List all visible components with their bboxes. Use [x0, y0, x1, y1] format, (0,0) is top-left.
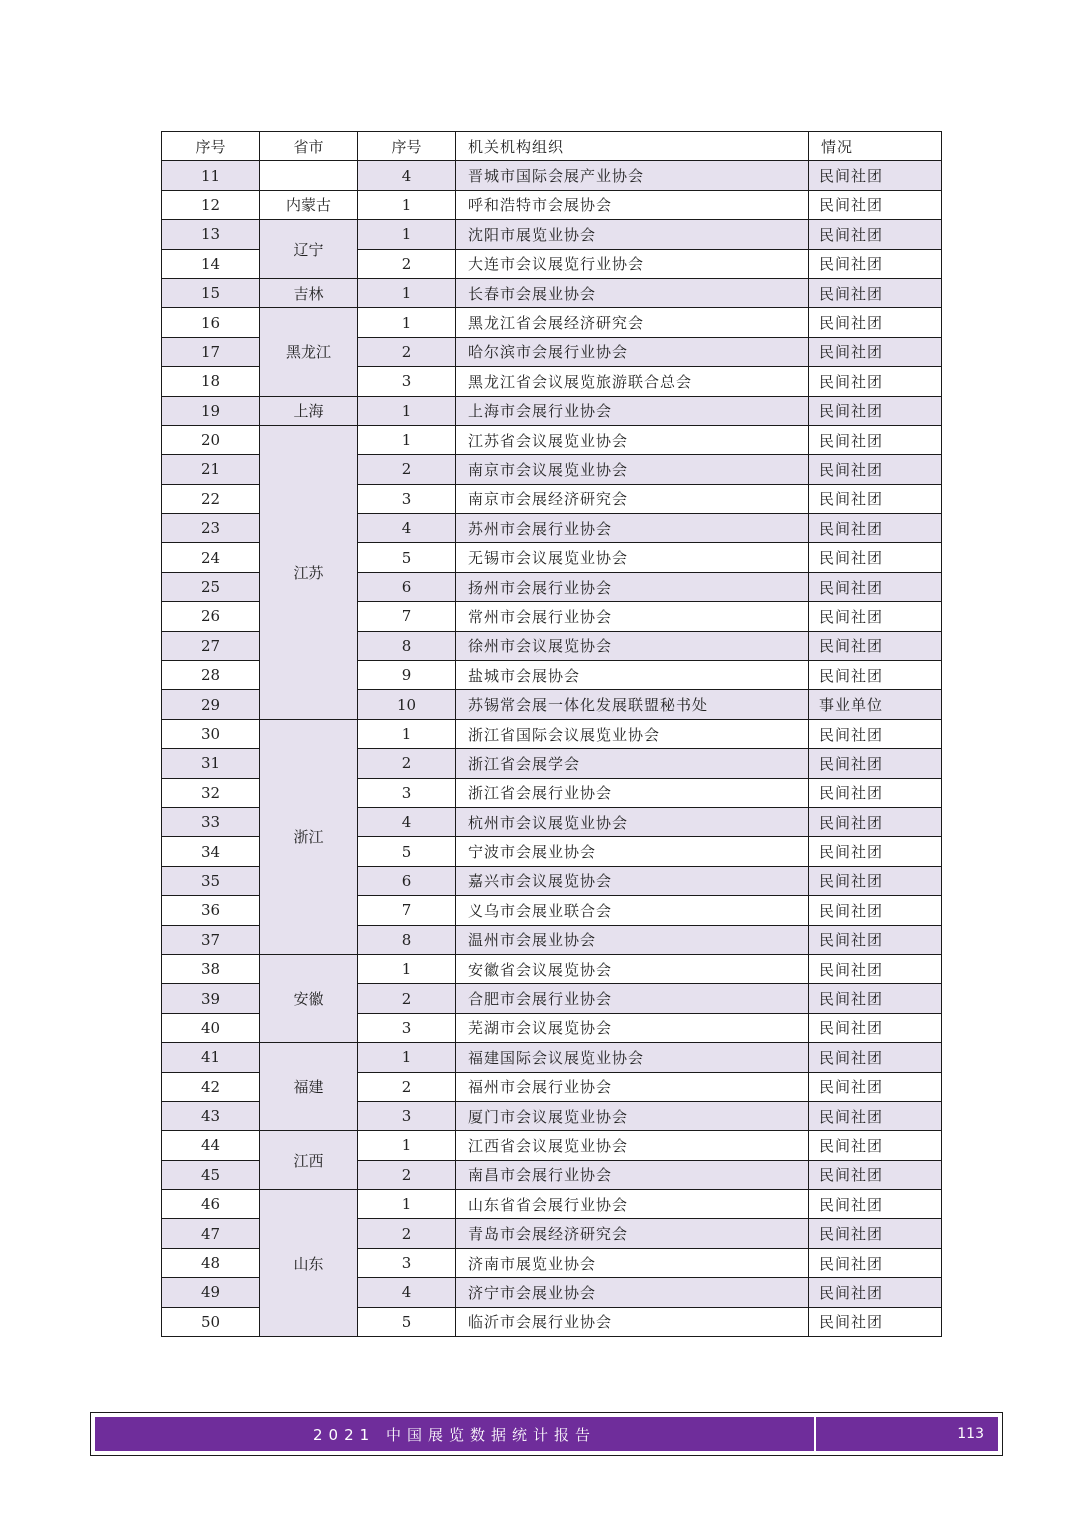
table-row [162, 1043, 942, 1072]
cell-organization: 福州市会展行业协会 [456, 1072, 809, 1101]
cell-status: 民间社团 [809, 1072, 942, 1101]
cell-organization: 浙江省会展学会 [456, 749, 809, 778]
cell-sub-serial: 1 [358, 1043, 456, 1072]
footer-bar-fill [95, 1417, 998, 1451]
cell-organization: 南昌市会展行业协会 [456, 1160, 809, 1189]
cell-serial: 42 [162, 1072, 260, 1101]
table-row [162, 308, 942, 337]
cell-sub-serial: 2 [358, 1219, 456, 1248]
cell-serial: 38 [162, 954, 260, 983]
cell-status: 民间社团 [809, 455, 942, 484]
cell-status: 民间社团 [809, 749, 942, 778]
cell-sub-serial: 4 [358, 807, 456, 836]
cell-sub-serial: 2 [358, 1072, 456, 1101]
cell-province: 江西 [260, 1131, 358, 1190]
cell-sub-serial: 7 [358, 602, 456, 631]
cell-status: 民间社团 [809, 220, 942, 249]
cell-organization: 芜湖市会议展览协会 [456, 1013, 809, 1042]
cell-status: 民间社团 [809, 543, 942, 572]
cell-serial: 25 [162, 572, 260, 601]
cell-organization: 无锡市会议展览业协会 [456, 543, 809, 572]
cell-status: 民间社团 [809, 925, 942, 954]
cell-status: 民间社团 [809, 1131, 942, 1160]
cell-status: 事业单位 [809, 690, 942, 719]
cell-status: 民间社团 [809, 1190, 942, 1219]
cell-sub-serial: 7 [358, 896, 456, 925]
cell-status: 民间社团 [809, 1307, 942, 1336]
table-header-row [162, 132, 942, 161]
table-row [162, 1190, 942, 1219]
cell-serial: 20 [162, 425, 260, 454]
cell-organization: 浙江省会展行业协会 [456, 778, 809, 807]
header-sub-serial: 序号 [358, 132, 456, 161]
cell-sub-serial: 3 [358, 1013, 456, 1042]
cell-sub-serial: 6 [358, 866, 456, 895]
cell-sub-serial: 6 [358, 572, 456, 601]
cell-organization: 济南市展览业协会 [456, 1248, 809, 1277]
cell-sub-serial: 8 [358, 631, 456, 660]
cell-organization: 扬州市会展行业协会 [456, 572, 809, 601]
cell-status: 民间社团 [809, 602, 942, 631]
cell-sub-serial: 1 [358, 1190, 456, 1219]
cell-sub-serial: 2 [358, 337, 456, 366]
cell-organization: 黑龙江省会议展览旅游联合总会 [456, 367, 809, 396]
cell-serial: 37 [162, 925, 260, 954]
cell-province: 上海 [260, 396, 358, 425]
cell-organization: 苏州市会展行业协会 [456, 514, 809, 543]
cell-serial: 19 [162, 396, 260, 425]
cell-sub-serial: 4 [358, 161, 456, 190]
cell-serial: 28 [162, 661, 260, 690]
table-body [162, 161, 942, 1337]
cell-sub-serial: 3 [358, 484, 456, 513]
cell-status: 民间社团 [809, 396, 942, 425]
cell-organization: 义乌市会展业联合会 [456, 896, 809, 925]
cell-status: 民间社团 [809, 572, 942, 601]
cell-serial: 47 [162, 1219, 260, 1248]
cell-serial: 23 [162, 514, 260, 543]
table-row [162, 190, 942, 219]
table-row [162, 278, 942, 307]
cell-serial: 35 [162, 866, 260, 895]
cell-serial: 13 [162, 220, 260, 249]
cell-organization: 南京市会展经济研究会 [456, 484, 809, 513]
cell-serial: 34 [162, 837, 260, 866]
cell-serial: 46 [162, 1190, 260, 1219]
cell-status: 民间社团 [809, 425, 942, 454]
cell-serial: 40 [162, 1013, 260, 1042]
cell-organization: 温州市会展业协会 [456, 925, 809, 954]
cell-organization: 南京市会议展览业协会 [456, 455, 809, 484]
cell-serial: 33 [162, 807, 260, 836]
cell-organization: 安徽省会议展览协会 [456, 954, 809, 983]
cell-serial: 27 [162, 631, 260, 660]
cell-status: 民间社团 [809, 337, 942, 366]
cell-organization: 长春市会展业协会 [456, 278, 809, 307]
cell-serial: 22 [162, 484, 260, 513]
cell-sub-serial: 2 [358, 249, 456, 278]
cell-sub-serial: 5 [358, 543, 456, 572]
organizations-table [161, 131, 942, 1337]
cell-sub-serial: 1 [358, 278, 456, 307]
cell-status: 民间社团 [809, 1101, 942, 1130]
cell-organization: 江西省会议展览业协会 [456, 1131, 809, 1160]
cell-organization: 徐州市会议展览协会 [456, 631, 809, 660]
cell-province: 安徽 [260, 954, 358, 1042]
cell-sub-serial: 4 [358, 1278, 456, 1307]
cell-organization: 江苏省会议展览业协会 [456, 425, 809, 454]
cell-serial: 30 [162, 719, 260, 748]
cell-sub-serial: 1 [358, 719, 456, 748]
cell-status: 民间社团 [809, 161, 942, 190]
header-organization: 机关机构组织 [456, 132, 809, 161]
cell-sub-serial: 4 [358, 514, 456, 543]
cell-status: 民间社团 [809, 984, 942, 1013]
cell-status: 民间社团 [809, 367, 942, 396]
cell-serial: 48 [162, 1248, 260, 1277]
cell-sub-serial: 2 [358, 984, 456, 1013]
cell-serial: 26 [162, 602, 260, 631]
table-row [162, 719, 942, 748]
table-row [162, 425, 942, 454]
header-status: 情况 [809, 132, 942, 161]
cell-organization: 杭州市会议展览业协会 [456, 807, 809, 836]
table-row [162, 396, 942, 425]
header-province: 省市 [260, 132, 358, 161]
cell-serial: 39 [162, 984, 260, 1013]
cell-status: 民间社团 [809, 719, 942, 748]
footer-bar [90, 1412, 1003, 1456]
cell-organization: 常州市会展行业协会 [456, 602, 809, 631]
cell-sub-serial: 8 [358, 925, 456, 954]
cell-organization: 厦门市会议展览业协会 [456, 1101, 809, 1130]
cell-province [260, 161, 358, 190]
cell-status: 民间社团 [809, 661, 942, 690]
cell-organization: 呼和浩特市会展协会 [456, 190, 809, 219]
header-serial: 序号 [162, 132, 260, 161]
cell-status: 民间社团 [809, 514, 942, 543]
cell-status: 民间社团 [809, 1278, 942, 1307]
cell-organization: 沈阳市展览业协会 [456, 220, 809, 249]
cell-status: 民间社团 [809, 896, 942, 925]
cell-sub-serial: 5 [358, 1307, 456, 1336]
cell-organization: 合肥市会展行业协会 [456, 984, 809, 1013]
cell-province: 江苏 [260, 425, 358, 719]
cell-serial: 43 [162, 1101, 260, 1130]
cell-serial: 44 [162, 1131, 260, 1160]
cell-sub-serial: 3 [358, 778, 456, 807]
cell-organization: 浙江省国际会议展览业协会 [456, 719, 809, 748]
cell-serial: 41 [162, 1043, 260, 1072]
cell-province: 福建 [260, 1043, 358, 1131]
cell-organization: 济宁市会展业协会 [456, 1278, 809, 1307]
report-title: 2021 中国展览数据统计报告 [313, 1425, 596, 1444]
cell-status: 民间社团 [809, 278, 942, 307]
cell-organization: 苏锡常会展一体化发展联盟秘书处 [456, 690, 809, 719]
cell-status: 民间社团 [809, 954, 942, 983]
cell-serial: 16 [162, 308, 260, 337]
table-row [162, 954, 942, 983]
cell-province: 山东 [260, 1190, 358, 1337]
cell-sub-serial: 1 [358, 954, 456, 983]
cell-organization: 哈尔滨市会展行业协会 [456, 337, 809, 366]
cell-sub-serial: 3 [358, 1248, 456, 1277]
cell-status: 民间社团 [809, 484, 942, 513]
page-number: 113 [957, 1426, 984, 1442]
cell-province: 辽宁 [260, 220, 358, 279]
cell-province: 内蒙古 [260, 190, 358, 219]
cell-serial: 49 [162, 1278, 260, 1307]
cell-province: 吉林 [260, 278, 358, 307]
cell-status: 民间社团 [809, 1013, 942, 1042]
cell-organization: 上海市会展行业协会 [456, 396, 809, 425]
cell-organization: 嘉兴市会议展览协会 [456, 866, 809, 895]
cell-serial: 50 [162, 1307, 260, 1336]
cell-serial: 11 [162, 161, 260, 190]
table-row [162, 220, 942, 249]
cell-status: 民间社团 [809, 1219, 942, 1248]
cell-organization: 大连市会议展览行业协会 [456, 249, 809, 278]
cell-organization: 山东省省会展行业协会 [456, 1190, 809, 1219]
cell-sub-serial: 1 [358, 220, 456, 249]
cell-sub-serial: 1 [358, 396, 456, 425]
cell-organization: 宁波市会展业协会 [456, 837, 809, 866]
cell-serial: 18 [162, 367, 260, 396]
cell-serial: 12 [162, 190, 260, 219]
cell-province: 浙江 [260, 719, 358, 954]
cell-serial: 29 [162, 690, 260, 719]
cell-serial: 36 [162, 896, 260, 925]
cell-sub-serial: 2 [358, 455, 456, 484]
cell-sub-serial: 1 [358, 1131, 456, 1160]
cell-organization: 青岛市会展经济研究会 [456, 1219, 809, 1248]
cell-sub-serial: 2 [358, 749, 456, 778]
cell-organization: 福建国际会议展览业协会 [456, 1043, 809, 1072]
cell-organization: 盐城市会展协会 [456, 661, 809, 690]
cell-status: 民间社团 [809, 249, 942, 278]
cell-status: 民间社团 [809, 190, 942, 219]
table-row [162, 1131, 942, 1160]
cell-sub-serial: 1 [358, 425, 456, 454]
cell-serial: 31 [162, 749, 260, 778]
cell-serial: 21 [162, 455, 260, 484]
cell-status: 民间社团 [809, 837, 942, 866]
cell-status: 民间社团 [809, 1043, 942, 1072]
cell-status: 民间社团 [809, 866, 942, 895]
cell-serial: 45 [162, 1160, 260, 1189]
cell-sub-serial: 2 [358, 1160, 456, 1189]
cell-sub-serial: 1 [358, 190, 456, 219]
cell-sub-serial: 3 [358, 1101, 456, 1130]
cell-serial: 17 [162, 337, 260, 366]
cell-sub-serial: 1 [358, 308, 456, 337]
cell-organization: 晋城市国际会展产业协会 [456, 161, 809, 190]
cell-serial: 15 [162, 278, 260, 307]
cell-organization: 黑龙江省会展经济研究会 [456, 308, 809, 337]
cell-serial: 32 [162, 778, 260, 807]
cell-status: 民间社团 [809, 631, 942, 660]
cell-sub-serial: 10 [358, 690, 456, 719]
cell-status: 民间社团 [809, 778, 942, 807]
table-row [162, 161, 942, 190]
cell-status: 民间社团 [809, 807, 942, 836]
cell-province: 黑龙江 [260, 308, 358, 396]
cell-sub-serial: 9 [358, 661, 456, 690]
cell-serial: 24 [162, 543, 260, 572]
cell-status: 民间社团 [809, 1160, 942, 1189]
cell-sub-serial: 3 [358, 367, 456, 396]
cell-status: 民间社团 [809, 308, 942, 337]
cell-status: 民间社团 [809, 1248, 942, 1277]
cell-sub-serial: 5 [358, 837, 456, 866]
cell-serial: 14 [162, 249, 260, 278]
cell-organization: 临沂市会展行业协会 [456, 1307, 809, 1336]
